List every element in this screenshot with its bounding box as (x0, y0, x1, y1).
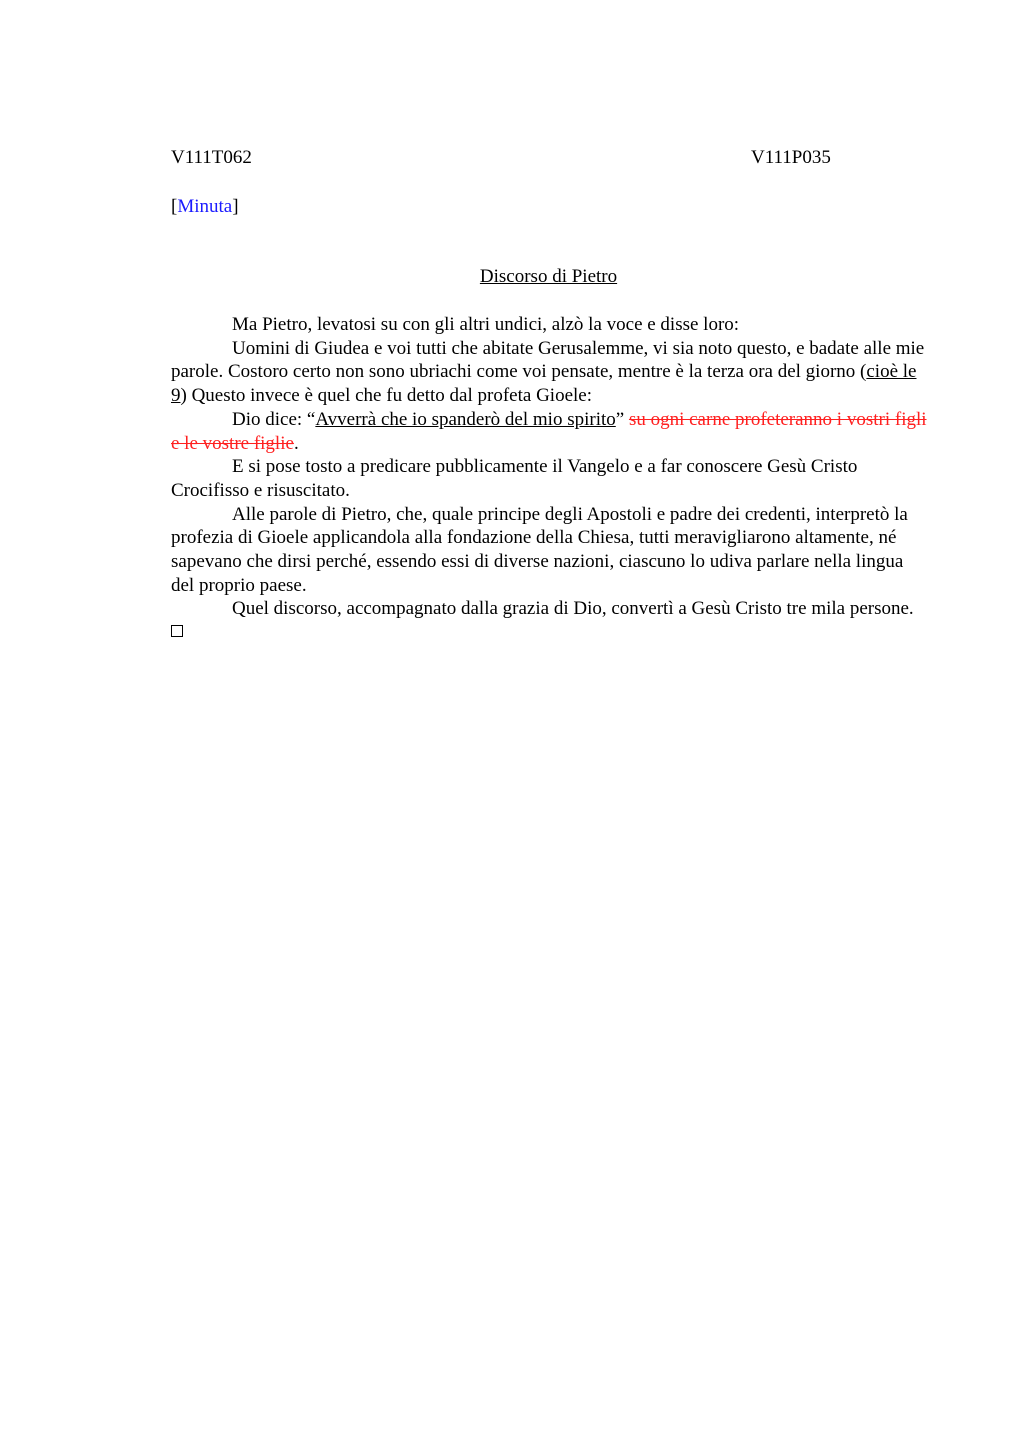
paragraph-1: Ma Pietro, levatosi su con gli altri undici, alzò la voce e disse loro: (232, 314, 740, 335)
paragraph-4: E si pose tosto a predicare pubblicamente il Vangelo e a far conoscere Gesù Cristo Crocifisso e risuscitato. (171, 456, 858, 501)
paragraph-2 (171, 337, 929, 408)
draft-tag-close-bracket: ] (232, 196, 239, 217)
paragraph-3-text-a: Dio dice: “ (232, 408, 316, 430)
end-square-icon (171, 625, 183, 637)
underlined-note: cioè le 9 (171, 361, 917, 407)
paragraph-3-text-b: ” (615, 408, 629, 430)
page-title-text: Discorso di Pietro (479, 266, 618, 287)
paragraph-6: Quel discorso, accompagnato dalla grazia di Dio, convertì a Gesù Cristo tre mila persone. (232, 598, 914, 620)
underlined-quote: Avverrà che io spanderò del mio spirito (315, 408, 616, 430)
draft-tag-label: Minuta (177, 196, 233, 217)
paragraph-2-text-a: Uomini di Giudea e voi tutti che abitate Gerusalemme, vi sia noto questo, e badate alle mie parole. Costoro certo non sono ubriachi come voi pensate, mentre è la terza ora del giorno ( (171, 337, 925, 383)
document-code-left: V111T062 (171, 147, 252, 168)
paragraph-3 (171, 408, 929, 455)
paragraph-5: Alle parole di Pietro, che, quale principe degli Apostoli e padre dei credenti, interpretò la profezia di Gioele applicandola alla fondazione della Chiesa, tutti meravigliarono altamente, né sapevano che dirsi perché, essendo essi di diverse nazioni, ciascuno lo udiva parlare nella lingua del proprio paese. (171, 503, 908, 596)
document-code-right: V111P035 (751, 147, 831, 168)
paragraph-3-text-c: . (293, 432, 299, 454)
paragraph-2-text-b: ) Questo invece è quel che fu detto dal profeta Gioele: (180, 385, 592, 407)
draft-tag-open-bracket: [ (171, 196, 178, 217)
page-title (171, 265, 926, 289)
document-body (171, 313, 929, 637)
deleted-text: su ogni carne profeteranno i vostri figli e le vostre figlie (171, 408, 927, 454)
draft-tag (171, 195, 239, 219)
